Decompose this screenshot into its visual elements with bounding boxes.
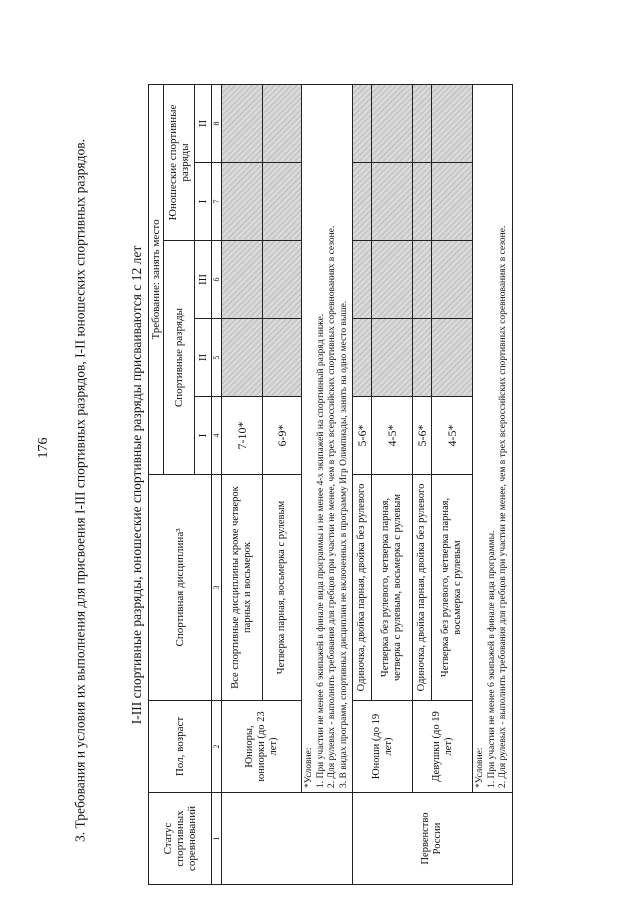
group-cell: Девушки (до 19 лет) <box>413 701 473 793</box>
shaded-cell <box>222 84 263 162</box>
group-cell: Юниоры, юниорки (до 23 лет) <box>222 701 302 793</box>
notes-row <box>302 84 353 884</box>
column-number: 1 <box>212 793 222 885</box>
discipline-cell: Все спортивные дисциплины кроме четверок парных и восьмерок <box>222 475 263 701</box>
shaded-cell <box>353 319 372 397</box>
shaded-cell <box>432 163 473 241</box>
column-number: 2 <box>212 701 222 793</box>
rank-1-value: 7-10* <box>222 397 263 475</box>
column-number: 8 <box>212 84 222 162</box>
shaded-cell <box>372 84 413 162</box>
discipline-cell: Четверка без рулевого, четверка парная, четверка с рулевым, восьмерка с рулевым <box>372 475 413 701</box>
column-number: 5 <box>212 319 222 397</box>
rank-1-value: 4-5* <box>372 397 413 475</box>
rank-1-value: 5-6* <box>413 397 432 475</box>
group-cell: Юноши (до 19 лет) <box>353 701 413 793</box>
note-line: *Условие: <box>304 747 314 788</box>
discipline-cell: Одиночка, двойка парная, двойка без рулевого <box>353 475 372 701</box>
shaded-cell <box>222 241 263 319</box>
column-number: 7 <box>212 163 222 241</box>
page-number: 176 <box>36 437 51 459</box>
table-row <box>222 84 263 884</box>
shaded-cell <box>353 163 372 241</box>
column-number-row <box>212 84 222 884</box>
shaded-cell <box>222 319 263 397</box>
shaded-cell <box>372 319 413 397</box>
header-discipline: Спортивная дисциплина³ <box>149 475 212 701</box>
shaded-cell <box>372 241 413 319</box>
column-number: 6 <box>212 241 222 319</box>
header-sport-ranks: Спортивные разряды <box>164 241 195 475</box>
header-status: Статус спортивных соревнований <box>149 793 212 885</box>
table-row <box>353 84 372 884</box>
shaded-cell <box>413 241 432 319</box>
shaded-cell <box>353 84 372 162</box>
shaded-cell <box>263 241 302 319</box>
conditions-note <box>302 84 353 792</box>
note-line: 3. В видах программ, спортивных дисциплин не включенных в программу Игр Олимпиады, занять на одно место выше. <box>338 300 349 788</box>
header-rank-1: I <box>195 397 212 475</box>
note-line: *Условие: <box>475 747 485 788</box>
column-number: 4 <box>212 397 222 475</box>
rank-1-value: 5-6* <box>353 397 372 475</box>
shaded-cell <box>372 163 413 241</box>
status-cell-empty <box>222 793 353 885</box>
discipline-cell: Четверка парная, восьмерка с рулевым <box>263 475 302 701</box>
header-youth-rank-1: I <box>195 163 212 241</box>
header-youth-rank-2: II <box>195 84 212 162</box>
discipline-cell: Одиночка, двойка парная, двойка без рулевого <box>413 475 432 701</box>
shaded-cell <box>222 163 263 241</box>
shaded-cell <box>432 319 473 397</box>
header-gender-age: Пол, возраст <box>149 701 212 793</box>
requirements-table <box>148 84 513 885</box>
header-rank-2: II <box>195 319 212 397</box>
header-youth-ranks: Юношеские спортивные разряды <box>164 84 195 240</box>
section-heading: 3. Требования и условия их выполнения для присвоения I-III спортивных разрядов, I-II юношеских спортивных разрядов. <box>72 139 88 842</box>
shaded-cell <box>353 241 372 319</box>
shaded-cell <box>263 163 302 241</box>
table-caption: I-III спортивные разряды, юношеские спортивные разряды присваиваются с 12 лет <box>129 245 144 725</box>
header-requirement: Требование: занять место <box>149 84 164 474</box>
shaded-cell <box>413 319 432 397</box>
shaded-cell <box>263 84 302 162</box>
status-cell: Первенство России <box>353 793 513 885</box>
rank-1-value: 4-5* <box>432 397 473 475</box>
discipline-cell: Четверка без рулевого, четверка парная, восьмерка с рулевым <box>432 475 473 701</box>
shaded-cell <box>263 319 302 397</box>
note-line: 2. Для рулевых - выполнить требования для гребцов при участии не менее, чем в трех всероссийских спортивных соревнованиях в сезоне. <box>327 225 337 788</box>
conditions-note <box>473 84 513 792</box>
shaded-cell <box>432 84 473 162</box>
header-rank-3: III <box>195 241 212 319</box>
rotated-table-page <box>128 85 608 885</box>
note-line: 2. Для рулевых - выполнить требования для гребцов при участии не менее, чем в трех всероссийских спортивных соревнованиях в сезоне. <box>498 225 508 788</box>
shaded-cell <box>413 163 432 241</box>
rank-1-value: 6-9* <box>263 397 302 475</box>
note-line: 1. При участии не менее 6 экипажей в финале вида программы и не менее 4-х экипажей на спортивный разряд ниже. <box>315 313 326 788</box>
table-row <box>413 84 432 884</box>
shaded-cell <box>432 241 473 319</box>
column-number: 3 <box>212 475 222 701</box>
notes-row <box>473 84 513 884</box>
note-line: 1. При участии не менее 6 экипажей в финале вида программы. <box>486 530 497 788</box>
shaded-cell <box>413 84 432 162</box>
